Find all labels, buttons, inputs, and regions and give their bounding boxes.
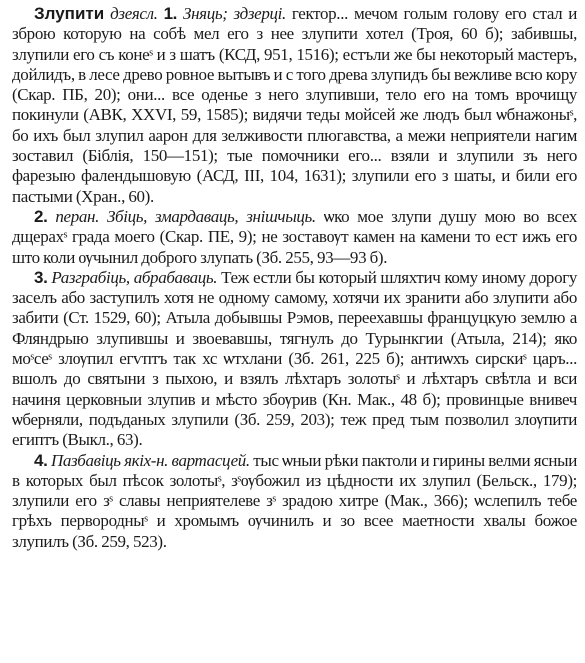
grammar-label: дзеясл. xyxy=(110,4,158,23)
sense-citations-1: гектор... мечом голым голову его стал и зброю которую на собѣ мел его з нее злупити хотел (Троя, 60 б); забившы, злупили его съ конеˢ и з шатъ (КСД, 951, 1516); естъли же бы некоторый мастеръ, дойлидъ, в лесе древо ровное вытывъ и с того древа злупидъ бы вежливе всю кору (Скар. ПБ, 20); они... все оденье з него злупивши, тело его на томъ врочищу покинули (АВК, XXVI, 59, 1585); видячи теды мойсей же людъ был ѡбнажоныˢ, бо ихъ был злупил аарон для зелживости плюгавства, а межи неприятели нагим зоставил (Біблія, 150—151); тые помочники его... взяли и злупили зъ него фарезыю фалендышовую (АСД, III, 104, 1631); злупили его з шаты, и били его пастыми (Хран., 60). xyxy=(12,4,578,206)
sense-citations-3: Теж естли бы который шляхтич кому иному дорогу заселъ або заступилъ хотя не одному самому, хотячи их зранити або злупити або забити (Ст. 1529, 60); Атыла добывшы Рэмов, переехавшы француцкую землю а Фляндрыю злупившы и звоевавшы, тягнулъ до Турынкгии (Атыла, 214); яко моˢсеˢ злѹпил егѵптъ так хс ѡтхлани (Зб. 261, 225 б); антиѡхъ сирскиˢ царъ... вшолъ до святыни з пыхою, и взялъ лѣхтаръ золотыˢ и лѣхтаръ свѣтла и вси начиня церковныи злупив и мѣсто збѹрив (Кн. Мак., 48 б); провинцые внивеч ѡберняли, подъданых злупили (Зб. 259, 203); теж пред тым позволил злѹпити египтъ (Выкл., 63). xyxy=(12,267,577,450)
sense-gloss-2: Збіць, змардаваць, знішчыць. xyxy=(106,206,316,226)
entry-sense-3 xyxy=(12,268,577,451)
sense-gloss-4: Пазбавіць якіх-н. вартасцей. xyxy=(50,450,250,470)
headword: Злупити xyxy=(34,4,105,23)
entry-sense-2 xyxy=(12,207,577,268)
sense-number-4: 4. xyxy=(34,450,48,470)
sense-gloss-1: Зняць; здзерці. xyxy=(183,4,286,23)
sense-label-2: перан. xyxy=(55,206,100,226)
sense-number-3: 3. xyxy=(34,267,48,287)
sense-number-1: 1. xyxy=(163,4,178,23)
sense-number-2: 2. xyxy=(34,206,48,226)
sense-gloss-3: Разграбіць, абрабаваць. xyxy=(51,267,218,287)
entry-sense-1 xyxy=(12,4,577,207)
entry-sense-4 xyxy=(12,451,577,552)
sense-citations-4: тыс ѡныи рѣки пактоли и гирины велми ясныи в которых был пѣсок золотыˢ, зˢѹбожил из цѣдности их злупил (Бельск., 179); злупили его зˢ славы неприятелеве зˢ зрадою хитре (Мак., 366); ѡслепилъ тебе грѣхъ первородныˢ и хромымъ ѹчинилъ и зо всее маетности хвалы божое злупилъ (Зб. 259, 523). xyxy=(12,450,577,551)
sense-citations-2: ѡко мое злупи душу мою во всех дщерахˢ града моего (Скар. ПЕ, 9); не зоставѹт камен на камени то ест ижъ его што коли ѹчынил доброго злупать (Зб. 255, 93—93 б). xyxy=(12,206,577,267)
